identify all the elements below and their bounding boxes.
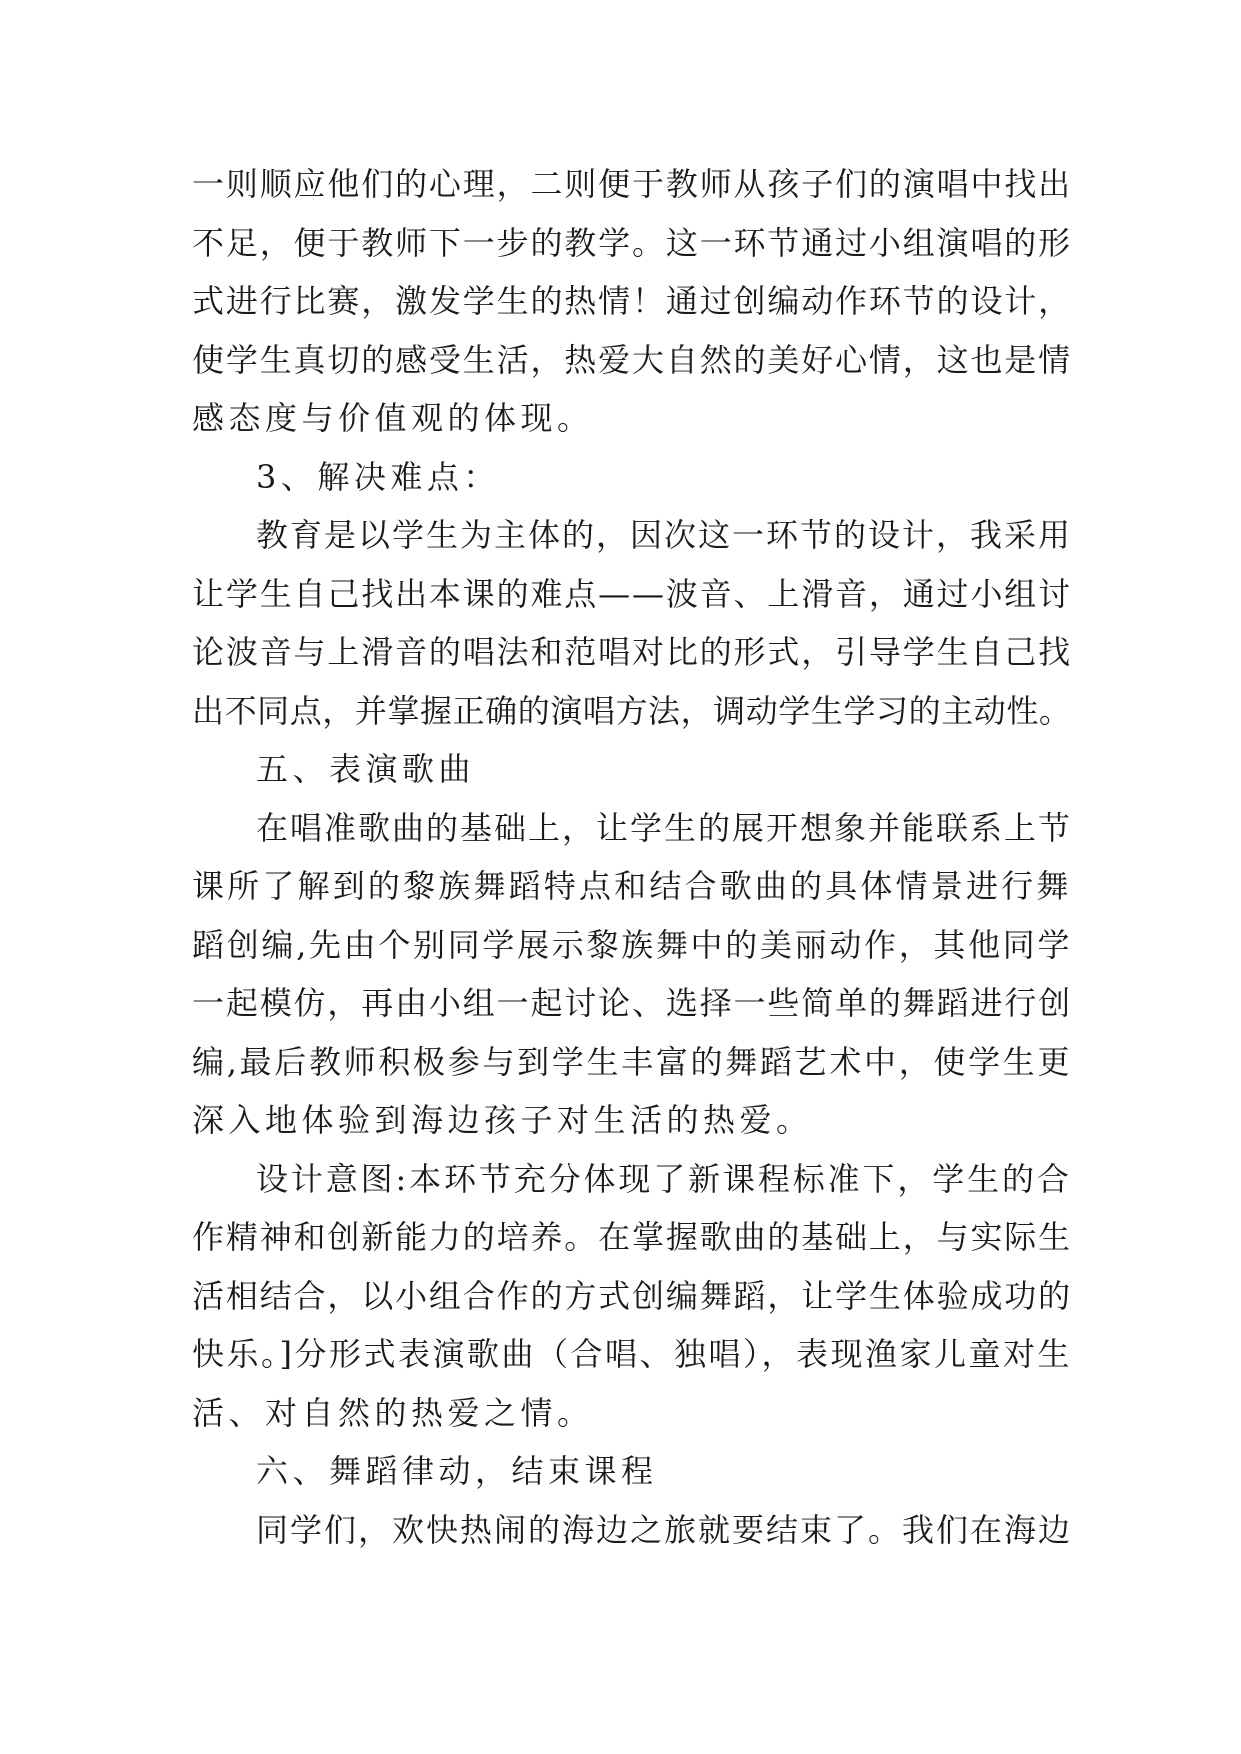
text-line: 感态度与价值观的体现。 [192, 399, 594, 437]
text-line: 在唱准歌曲的基础上，让学生的展开想象并能联系上节 [256, 808, 1073, 847]
text-line: 设计意图:本环节充分体现了新课程标准下，学生的合 [256, 1159, 1072, 1198]
text-line: 使学生真切的感受生活，热爱大自然的美好心情，这也是情 [192, 340, 1073, 379]
text-line: 蹈创编,先由个别同学展示黎族舞中的美丽动作，其他同学 [192, 925, 1073, 964]
text-line: 编,最后教师积极参与到学生丰富的舞蹈艺术中，使学生更 [192, 1042, 1073, 1081]
text-line: 论波音与上滑音的唱法和范唱对比的形式，引导学生自己找 [192, 633, 1073, 671]
text-line: 活、对自然的热爱之情。 [192, 1393, 594, 1432]
text-line: 教育是以学生为主体的，因次这一环节的设计，我采用 [256, 516, 1073, 554]
text-line: 同学们，欢快热闹的海边之旅就要结束了。我们在海边 [256, 1510, 1073, 1549]
text-line: 出不同点，并掌握正确的演唱方法，调动学生学习的主动性。 [192, 691, 1072, 730]
text-line: 深入地体验到海边孩子对生活的热爱。 [192, 1101, 813, 1139]
text-line: 一则顺应他们的心理，二则便于教师从孩子们的演唱中找出 [192, 165, 1073, 203]
text-line: 式进行比赛，激发学生的热情！通过创编动作环节的设计， [192, 282, 1073, 320]
text-line: 活相结合，以小组合作的方式创编舞蹈，让学生体验成功的 [192, 1276, 1073, 1315]
text-line: 一起模仿，再由小组一起讨论、选择一些简单的舞蹈进行创 [192, 984, 1073, 1022]
section-heading: 五、表演歌曲 [256, 750, 476, 788]
text-line: 不足，便于教师下一步的教学。这一环节通过小组演唱的形 [192, 223, 1073, 262]
text-line: 快乐。]分形式表演歌曲（合唱、独唱），表现渔家儿童对生 [192, 1335, 1072, 1373]
section-heading: 3、解决难点： [256, 457, 500, 496]
document-body [192, 155, 1072, 1559]
text-line: 课所了解到的黎族舞蹈特点和结合歌曲的具体情景进行舞 [192, 867, 1072, 905]
section-heading: 六、舞蹈律动，结束课程 [256, 1452, 658, 1490]
text-line: 作精神和创新能力的培养。在掌握歌曲的基础上，与实际生 [192, 1218, 1073, 1256]
text-line: 让学生自己找出本课的难点——波音、上滑音，通过小组讨 [192, 574, 1073, 613]
